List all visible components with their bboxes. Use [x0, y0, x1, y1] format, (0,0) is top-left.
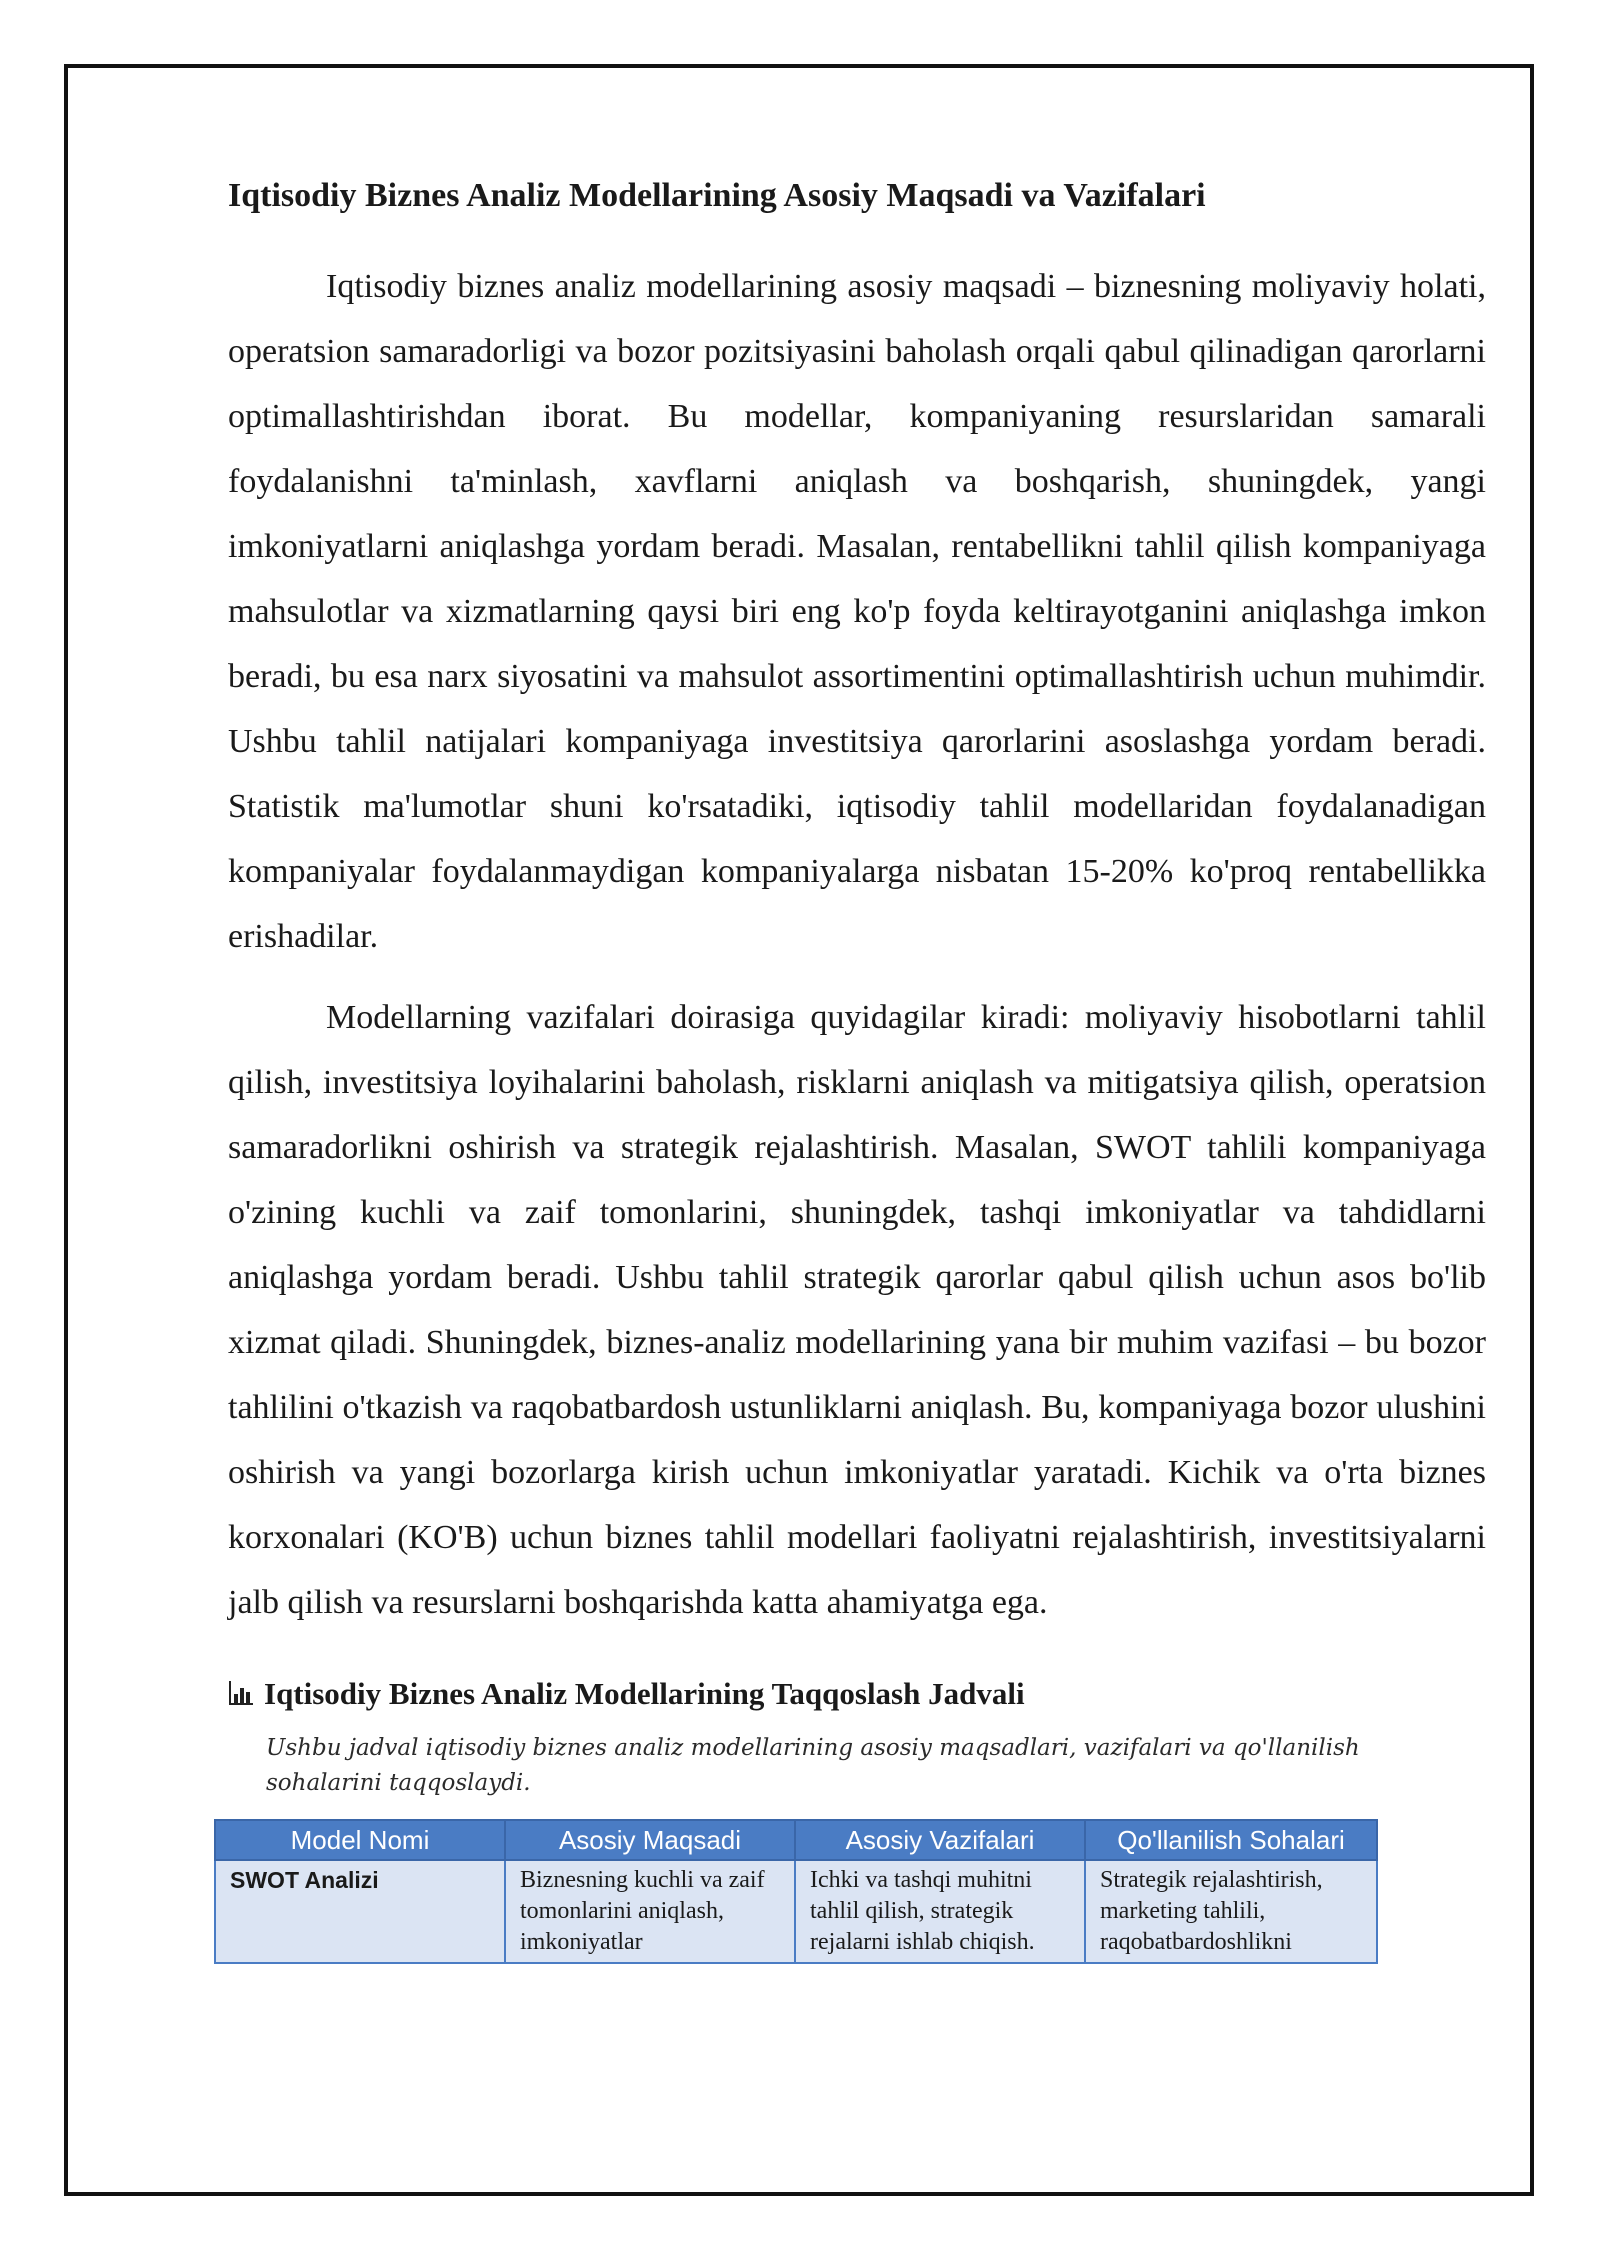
bar-chart-icon [228, 1681, 254, 1707]
table-caption: Ushbu jadval iqtisodiy biznes analiz modellarining asosiy maqsadlari, vazifalari va qo'llanilish sohalarini taqqoslaydi. [266, 1735, 1360, 1796]
paragraph-tasks: Modellarning vazifalari doirasiga quyidagilar kiradi: moliyaviy hisobotlarni tahlil qilish, investitsiya loyihalarini baholash, risklarni aniqlash va mitigatsiya qilish, operatsion samaradorlikni oshirish va strategik rejalashtirish. Masalan, SWOT tahlili kompaniyaga o'zining kuchli va zaif tomonlarini, shuningdek, tashqi imkoniyatlar va tahdidlarni aniqlashga yordam beradi. Ushbu tahlil strategik qarorlar qabul qilish uchun asos bo'lib xizmat qiladi. Shuningdek, biznes-analiz modellarining yana bir muhim vazifasi – bu bozor tahlilini o'tkazish va raqobatbardosh ustunliklarni aniqlash. Bu, kompaniyaga bozor ulushini oshirish va yangi bozorlarga kirish uchun imkoniyatlar yaratadi. Kichik va o'rta biznes korxonalari (KO'B) uchun biznes tahlil modellari faoliyatni rejalashtirish, investitsiyalarni jalb qilish va resurslarni boshqarishda katta ahamiyatga ega. [228, 999, 1486, 1621]
cell-model-name: SWOT Analizi [215, 1860, 505, 1963]
table-row [215, 1860, 1377, 1963]
header-model-name: Model Nomi [215, 1820, 505, 1860]
header-application-areas: Qo'llanilish Sohalari [1085, 1820, 1377, 1860]
document-body [228, 160, 1486, 1964]
cell-main-tasks: Ichki va tashqi muhitni tahlil qilish, strategik rejalarni ishlab chiqish. [795, 1860, 1085, 1963]
comparison-table [214, 1819, 1378, 1964]
header-main-tasks: Asosiy Vazifalari [795, 1820, 1085, 1860]
paragraph-purpose: Iqtisodiy biznes analiz modellarining asosiy maqsadi – biznesning moliyaviy holati, operatsion samaradorligi va bozor pozitsiyasini baholash orqali qabul qilinadigan qarorlarni optimallashtirishdan iborat. Bu modellar, kompaniyaning resurslaridan samarali foydalanishni ta'minlash, xavflarni aniqlash va boshqarish, shuningdek, yangi imkoniyatlarni aniqlashga yordam beradi. Masalan, rentabellikni tahlil qilish kompaniyaga mahsulotlar va xizmatlarning qaysi biri eng ko'p foyda keltirayotganini aniqlashga imkon beradi, bu esa narx siyosatini va mahsulot assortimentini optimallashtirish uchun muhimdir. Ushbu tahlil natijalari kompaniyaga investitsiya qarorlarini asoslashga yordam beradi. Statistik ma'lumotlar shuni ko'rsatadiki, iqtisodiy tahlil modellaridan foydalanadigan kompaniyalar foydalanmaydigan kompaniyalarga nisbatan 15-20% ko'proq rentabellikka erishadilar. [228, 268, 1486, 955]
cell-application-areas: Strategik rejalashtirish, marketing tahlili, raqobatbardoshlikni [1085, 1860, 1377, 1963]
table-heading-text: Iqtisodiy Biznes Analiz Modellarining Taqqoslash Jadvali [264, 1676, 1025, 1711]
document-title: Iqtisodiy Biznes Analiz Modellarining Asosiy Maqsadi va Vazifalari [228, 177, 1206, 214]
table-header-row [215, 1820, 1377, 1860]
table-heading [228, 1669, 1486, 1719]
cell-main-purpose: Biznesning kuchli va zaif tomonlarini aniqlash, imkoniyatlar [505, 1860, 795, 1963]
header-main-purpose: Asosiy Maqsadi [505, 1820, 795, 1860]
